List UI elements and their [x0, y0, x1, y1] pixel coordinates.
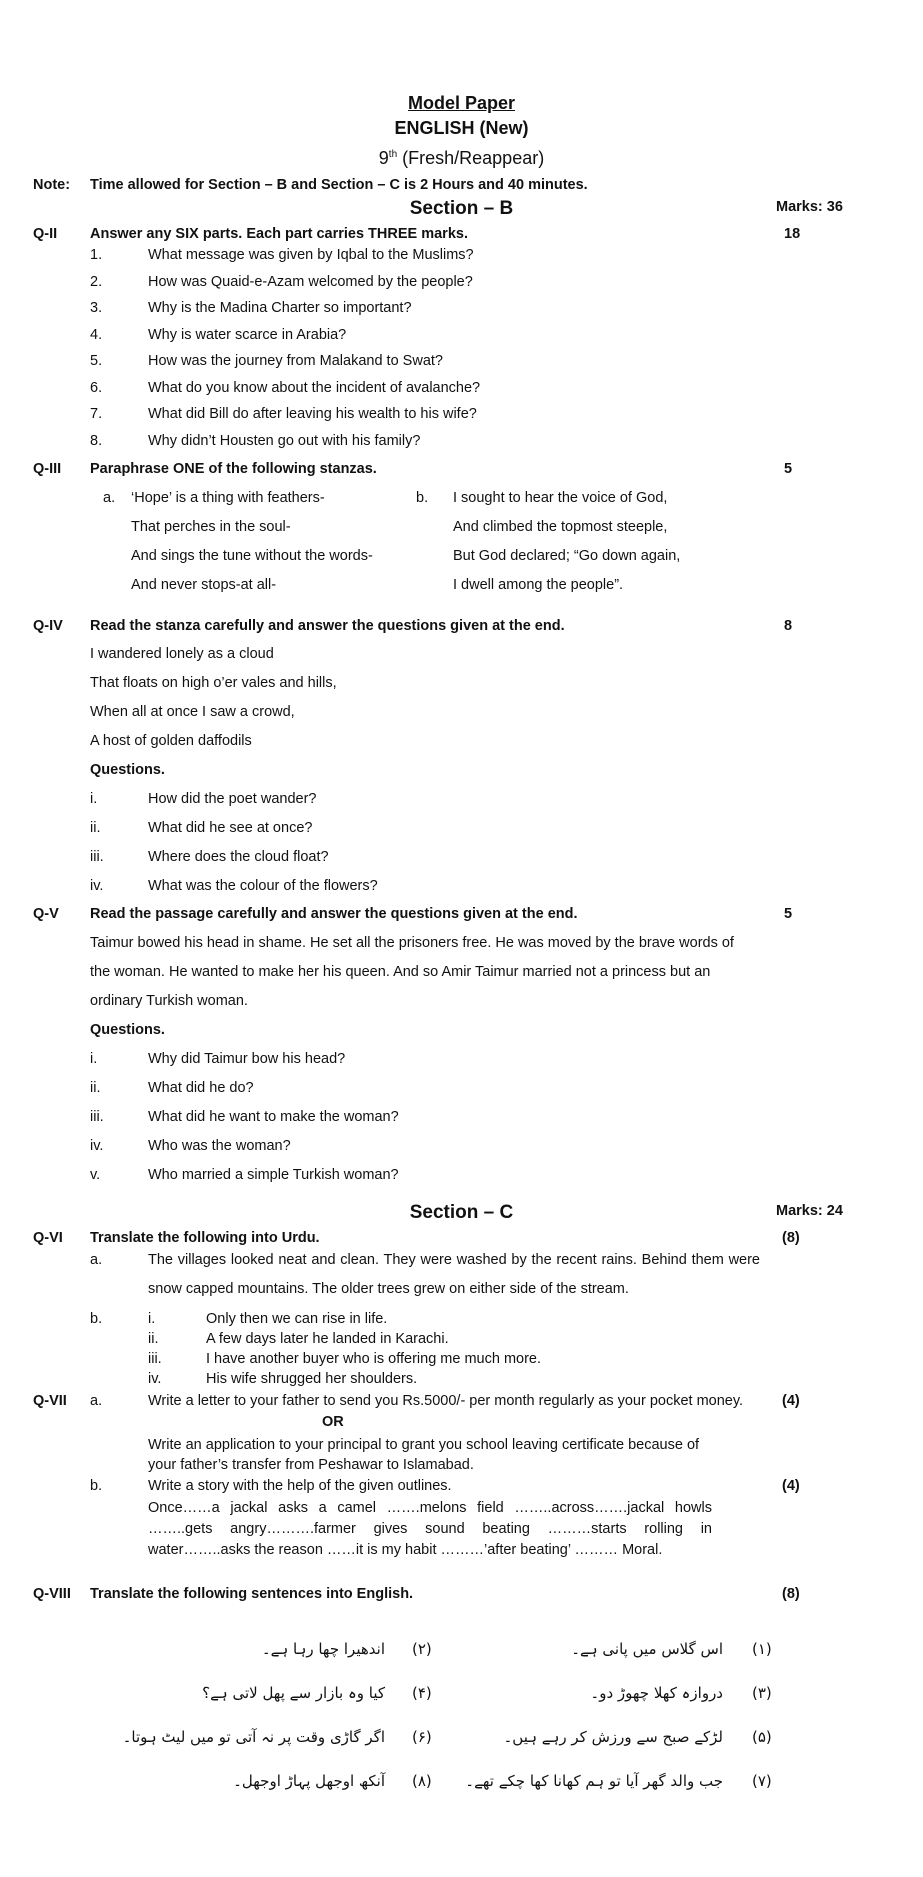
translation-line: snow capped mountains. The older trees grew on either side of the stream. [148, 1281, 629, 1297]
part-label: a. [90, 1393, 103, 1409]
task-text: Write a story with the help of the given outlines. [148, 1478, 452, 1494]
question-label: Q-II [33, 226, 58, 242]
section-c-marks: Marks: 24 [776, 1203, 843, 1219]
item-text: What did he do? [148, 1080, 254, 1096]
urdu-number: (۴) [412, 1684, 432, 1702]
outline-line: water……..asks the reason ……it is my habit ………’after beating’ ……… Moral. [148, 1542, 663, 1558]
urdu-sentence: آنکھ اوجھل پہاڑ اوجھل۔ [233, 1772, 385, 1790]
class-number: 9 [378, 148, 389, 168]
question-marks: (8) [782, 1586, 800, 1602]
part-label: b. [90, 1478, 103, 1494]
urdu-sentence: دروازہ کھلا چھوڑ دو۔ [590, 1684, 723, 1702]
question-heading: Translate the following sentences into English. [90, 1586, 414, 1602]
class-type: (Fresh/Reappear) [397, 148, 545, 168]
item-number: iii. [148, 1351, 162, 1367]
questions-label: Questions. [90, 1022, 165, 1038]
item-number: 4. [90, 327, 103, 343]
question-heading: Answer any SIX parts. Each part carries THREE marks. [90, 226, 468, 242]
stanza-line: I dwell among the people”. [453, 577, 624, 593]
item-text: Who was the woman? [148, 1138, 291, 1154]
item-number: i. [90, 791, 98, 807]
urdu-sentence: اس گلاس میں پانی ہے۔ [571, 1640, 723, 1658]
item-text: I have another buyer who is offering me much more. [206, 1351, 542, 1367]
outline-line: ……..gets angry……….farmer gives sound beating ………starts rolling in [148, 1521, 712, 1537]
item-number: i. [90, 1051, 98, 1067]
part-marks: (4) [782, 1393, 800, 1409]
question-label: Q-IV [33, 618, 63, 634]
stanza-line: And never stops-at all- [131, 577, 277, 593]
or-divider: OR [322, 1414, 344, 1430]
urdu-number: (۷) [752, 1772, 772, 1790]
section-b-marks: Marks: 36 [776, 199, 843, 215]
urdu-number: (۵) [752, 1728, 772, 1746]
task-text: Write a letter to your father to send you Rs.5000/- per month regularly as your pocket money. [148, 1393, 744, 1409]
item-text: His wife shrugged her shoulders. [206, 1371, 418, 1387]
translation-line: The villages looked neat and clean. They were washed by the recent rains. Behind them were [148, 1252, 760, 1268]
question-heading: Paraphrase ONE of the following stanzas. [90, 461, 377, 477]
item-number: 8. [90, 433, 103, 449]
urdu-number: (۱) [752, 1640, 772, 1658]
item-text: What did Bill do after leaving his wealth to his wife? [148, 406, 477, 422]
passage-line: ordinary Turkish woman. [90, 993, 248, 1009]
question-marks: (8) [782, 1230, 800, 1246]
item-text: Why is water scarce in Arabia? [148, 327, 347, 343]
stanza-line: I sought to hear the voice of God, [453, 490, 668, 506]
item-text: Who married a simple Turkish woman? [148, 1167, 399, 1183]
item-text: A few days later he landed in Karachi. [206, 1331, 449, 1347]
stanza-label: a. [103, 490, 116, 506]
task-text: your father’s transfer from Peshawar to Islamabad. [148, 1457, 474, 1473]
part-marks: (4) [782, 1478, 800, 1494]
class-superscript: th [388, 149, 398, 160]
item-number: ii. [148, 1331, 159, 1347]
item-number: iii. [90, 1109, 104, 1125]
urdu-number: (۳) [752, 1684, 772, 1702]
item-number: 6. [90, 380, 103, 396]
item-text: How did the poet wander? [148, 791, 317, 807]
item-number: iv. [148, 1371, 162, 1387]
urdu-sentence: اگر گاڑی وقت پر نہ آتی تو میں لیٹ ہوتا۔ [122, 1728, 385, 1746]
stanza-line: I wandered lonely as a cloud [90, 646, 274, 662]
item-number: 2. [90, 274, 103, 290]
item-text: Where does the cloud float? [148, 849, 329, 865]
item-number: i. [148, 1311, 156, 1327]
stanza-line: A host of golden daffodils [90, 733, 252, 749]
question-marks: 5 [784, 461, 793, 477]
part-label: b. [90, 1311, 103, 1327]
stanza-label: b. [416, 490, 429, 506]
urdu-number: (۲) [412, 1640, 432, 1658]
item-number: 5. [90, 353, 103, 369]
task-text: Write an application to your principal to grant you school leaving certificate because of [148, 1437, 700, 1453]
section-c-title: Section – C [409, 1202, 514, 1223]
urdu-sentence: جب والد گھر آیا تو ہم کھانا کھا چکے تھے۔ [465, 1772, 723, 1790]
question-marks: 5 [784, 906, 793, 922]
item-number: 3. [90, 300, 103, 316]
question-label: Q-VIII [33, 1586, 71, 1602]
question-heading: Read the passage carefully and answer the questions given at the end. [90, 906, 578, 922]
item-number: 7. [90, 406, 103, 422]
section-b-title: Section – B [409, 198, 514, 219]
stanza-line: And climbed the topmost steeple, [453, 519, 668, 535]
item-number: iii. [90, 849, 104, 865]
item-number: ii. [90, 820, 101, 836]
stanza-line: But God declared; “Go down again, [453, 548, 681, 564]
passage-line: Taimur bowed his head in shame. He set all the prisoners free. He was moved by the brave words of [90, 935, 734, 951]
item-text: Why didn’t Housten go out with his family? [148, 433, 421, 449]
item-text: Only then we can rise in life. [206, 1311, 388, 1327]
stanza-line: That perches in the soul- [131, 519, 291, 535]
item-number: 1. [90, 247, 103, 263]
outline-line: Once……a jackal asks a camel …….melons field ……..across…….jackal howls [148, 1500, 712, 1516]
stanza-line: That floats on high o’er vales and hills, [90, 675, 337, 691]
paper-title: Model Paper [407, 93, 516, 113]
urdu-sentence: اندھیرا چھا رہا ہے۔ [261, 1640, 385, 1658]
item-number: ii. [90, 1080, 101, 1096]
question-marks: 8 [784, 618, 793, 634]
urdu-sentence: لڑکے صبح سے ورزش کر رہے ہیں۔ [503, 1728, 723, 1746]
question-label: Q-VII [33, 1393, 67, 1409]
stanza-line: ‘Hope’ is a thing with feathers- [131, 490, 325, 506]
subject-title: ENGLISH (New) [394, 118, 529, 138]
urdu-sentence: کیا وہ بازار سے پھل لاتی ہے؟ [202, 1684, 385, 1702]
item-number: iv. [90, 1138, 104, 1154]
question-heading: Translate the following into Urdu. [90, 1230, 320, 1246]
item-text: What was the colour of the flowers? [148, 878, 378, 894]
item-text: What message was given by Iqbal to the Muslims? [148, 247, 474, 263]
item-number: iv. [90, 878, 104, 894]
passage-line: the woman. He wanted to make her his queen. And so Amir Taimur married not a princess but an [90, 964, 711, 980]
class-line [0, 148, 923, 169]
note-text: Time allowed for Section – B and Section – C is 2 Hours and 40 minutes. [90, 177, 588, 193]
stanza-line: When all at once I saw a crowd, [90, 704, 295, 720]
question-marks: 18 [784, 226, 801, 242]
stanza-line: And sings the tune without the words- [131, 548, 373, 564]
part-label: a. [90, 1252, 103, 1268]
item-text: Why is the Madina Charter so important? [148, 300, 412, 316]
urdu-number: (۸) [412, 1772, 432, 1790]
item-text: How was the journey from Malakand to Swat? [148, 353, 443, 369]
question-label: Q-VI [33, 1230, 63, 1246]
item-text: How was Quaid-e-Azam welcomed by the people? [148, 274, 473, 290]
item-number: v. [90, 1167, 101, 1183]
note-label: Note: [33, 177, 71, 193]
item-text: What did he see at once? [148, 820, 313, 836]
questions-label: Questions. [90, 762, 165, 778]
item-text: Why did Taimur bow his head? [148, 1051, 346, 1067]
item-text: What do you know about the incident of avalanche? [148, 380, 481, 396]
item-text: What did he want to make the woman? [148, 1109, 399, 1125]
question-heading: Read the stanza carefully and answer the questions given at the end. [90, 618, 565, 634]
urdu-number: (۶) [412, 1728, 432, 1746]
question-label: Q-III [33, 461, 62, 477]
question-label: Q-V [33, 906, 59, 922]
